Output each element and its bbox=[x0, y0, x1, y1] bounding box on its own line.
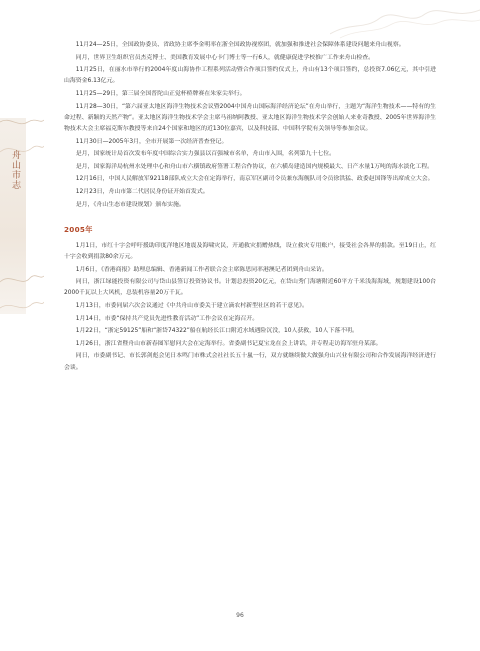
entry-paragraph: 1月13日，市委同届六次会议通过《中共舟山市委关于建立滴农村新型社区的若干意见》。 bbox=[75, 302, 308, 309]
entry-paragraph: 是月，国家海洋局杭州水处理中心和舟山市六横镇政府签署工程合作协议，在六横岛建造国内规模最大、日产水量1万吨的海水淡化工程。 bbox=[75, 163, 433, 170]
left-sidebar bbox=[0, 0, 44, 651]
mountain-watermark bbox=[330, 0, 480, 40]
entry-paragraph: 1月26日，浙江省暨舟山市新春图军慰问大会在定海举行。省委副书记夏宝龙在会上讲话，并专程走访海军驻舟某部。 bbox=[75, 340, 382, 347]
entry-paragraph: 12月16日，中国人民解放军92118部队成立大会在定海举行，南京军区副司令员兼东海舰队司令员徐洪猛、政委赵国锋等出席成立大会。 bbox=[75, 176, 434, 183]
entry-paragraph: 同日，浙江绿能投资有限公司与岱山县签订投资协议书。计划总投资20亿元，在岱山秀门海塘附近60平方千米浅海海域，规划建设100台2000千瓦以上大风机，总装机容量20万千瓦。 bbox=[64, 279, 436, 297]
entry-paragraph: 1月14日，市委“保持共产党员先进性教育活动”工作会议在定海召开。 bbox=[75, 315, 259, 322]
year-heading: 2005年 bbox=[64, 224, 93, 234]
entry-paragraph: 1月6日，《香港商报》助理总编辑、香港新闻工作者联合会主席陈思同率港澳记者团到舟山采访。 bbox=[75, 266, 328, 273]
entry-paragraph: 11月25日，在丽水市举行的2004年度山海协作工程系列活动暨合作项目签约仪式上，舟山有13个项目签约，总投资7.06亿元，其中引进山海资金6.13亿元。 bbox=[64, 67, 436, 85]
entry-paragraph: 11月28—30日，“第六届亚太地区海洋生物技术会议暨2004中国舟山国际海洋经济论坛”在舟山举行，主题为“海洋生物技术——特有的生命过程、新颖的天然产物”。亚太地区海洋生物技术学会主席马祖纳阿教授、亚太地区海洋生物技术学会创始人来业奇教授、2005年世界海洋生物技术大会主席福克斯尔教授等来自24个国家和地区的近130位嘉宾，以及科技部、中国科学院有关领导等参加会议。 bbox=[64, 103, 436, 132]
wave-ornament-icon bbox=[0, 112, 44, 322]
sidebar-title: 舟山市志 bbox=[10, 150, 20, 190]
entry-paragraph: 同月，世界卫生组织官员杰克博士、美国教育发展中心卡门博士等一行6人，就健康促进学校推广工作来舟山检查。 bbox=[75, 54, 375, 61]
entry-paragraph: 11月25—29日，第三届全国普陀山正觉杯桥牌赛在朱家尖举行。 bbox=[75, 90, 246, 97]
page-number: 96 bbox=[236, 612, 244, 619]
entry-paragraph: 12月23日，舟山市第二代居民身份证开始首发式。 bbox=[75, 188, 209, 195]
chronicle-text bbox=[64, 40, 436, 375]
entry-paragraph: 1月1日，市红十字会呼吁援助印度洋地区地震及海啸灾民，开通救灾捐赠热线，设立救灾专用账户，接受社会各界的捐款。至19日止，红十字会收到捐款80余万元。 bbox=[64, 242, 436, 260]
entry-paragraph: 11月24—25日，全国政协委员、省政协主席李金明率在浙全国政协视察团，就加强和推进社会保障体系建设问题来舟山视察。 bbox=[75, 42, 405, 48]
entry-paragraph: 是月，国家统计局首次发布年度中国综合实力强县以百强城市名单，舟山市入围，名列第九十七位。 bbox=[75, 151, 335, 158]
entry-paragraph: 是月，《舟山生态市建设规划》颁布实施。 bbox=[75, 201, 185, 208]
entry-paragraph: 同日，市委副书记、市长郭剑彪会见日本鸣门市株式会社社长五十嵐一行，双方就继续做大做强舟山兴业有限公司和合作发展海洋经济进行会谈。 bbox=[64, 353, 436, 371]
entry-paragraph: 1月22日，“浙定59125”船和“浙岱74322”船在航经长江口附近水域遇险沉没，10人获救，10人下落不明。 bbox=[75, 328, 358, 335]
entry-paragraph: 11月30日—2005年3月，全市开展第一次经济普查登记。 bbox=[75, 138, 228, 145]
